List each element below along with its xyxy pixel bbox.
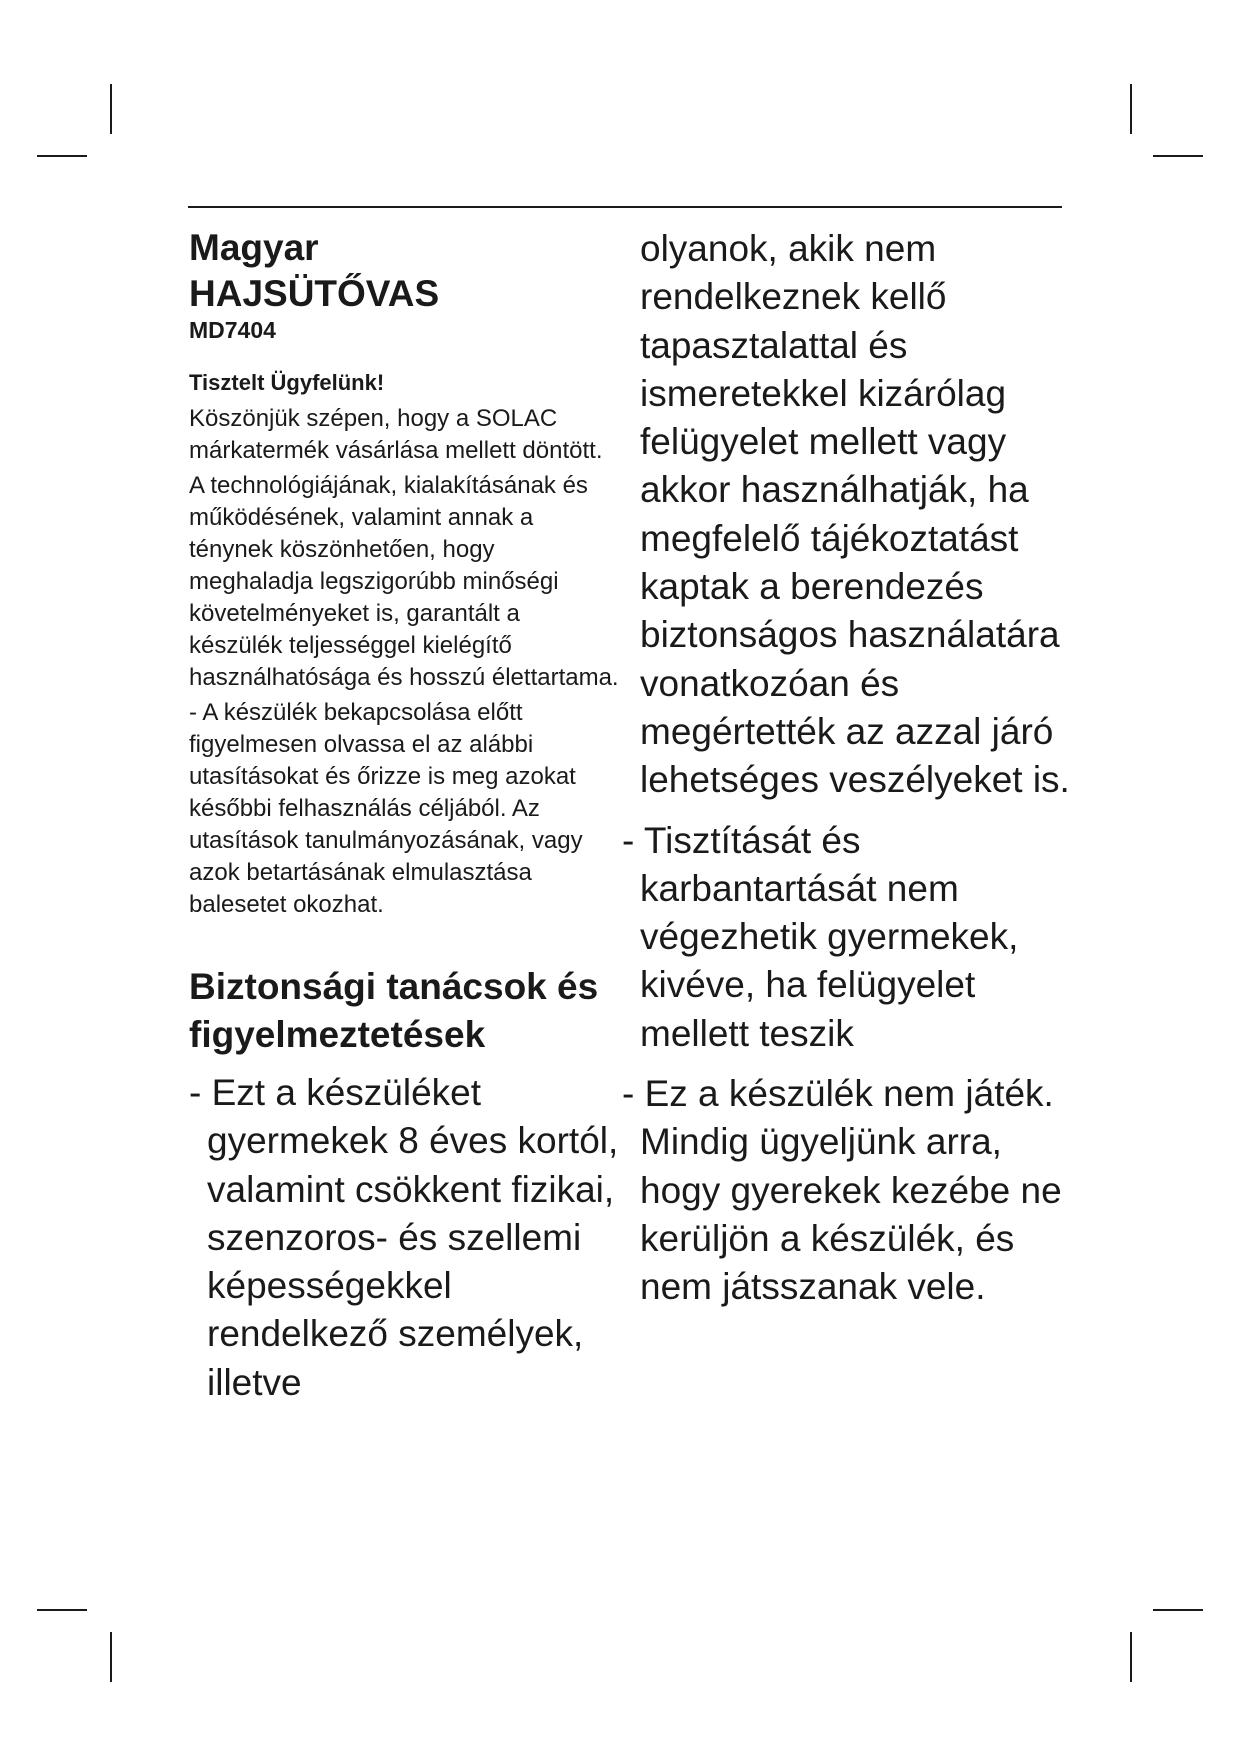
safety-list-left bbox=[189, 1069, 619, 1407]
language-title: Magyar bbox=[189, 227, 319, 268]
safety-list-right bbox=[622, 225, 1080, 1312]
crop-mark-top-left-vertical bbox=[110, 84, 112, 134]
left-column bbox=[189, 225, 619, 1419]
safety-item: - Tisztítását és karbantartását nem végezhetik gyermekek, kivéve, ha felügyelet mellett teszik bbox=[622, 819, 1019, 1054]
greeting: Tisztelt Ügyfelünk! bbox=[189, 370, 385, 395]
intro-paragraph: Köszönjük szépen, hogy a SOLAC márkatermék vásárlása mellett döntött. bbox=[189, 405, 603, 464]
section-title: Biztonsági tanácsok és figyelmeztetések bbox=[189, 966, 599, 1055]
crop-mark-bottom-right-horizontal bbox=[1153, 1609, 1203, 1611]
right-column bbox=[622, 225, 1080, 1324]
intro-text bbox=[189, 403, 619, 921]
safety-item: - Ezt a készüléket gyermekek 8 éves kortól, valamint csökkent fizikai, szenzoros- és szellemi képességekkel rendelkező személyek, illetve bbox=[189, 1072, 619, 1403]
crop-mark-top-right-vertical bbox=[1130, 84, 1132, 134]
crop-mark-bottom-left-horizontal bbox=[37, 1609, 87, 1611]
intro-paragraph: A technológiájának, kialakításának és működésének, valamint annak a ténynek köszönhetően, hogy meghaladja legszigorúbb minőségi követelményeket is, garantált a készülék teljességgel kielégítő használhatósága és hosszú élettartama. bbox=[189, 472, 619, 691]
crop-mark-top-left-horizontal bbox=[37, 155, 87, 157]
model-number: MD7404 bbox=[189, 317, 276, 343]
product-name: HAJSÜTŐVAS bbox=[189, 273, 440, 314]
intro-paragraph: - A készülék bekapcsolása előtt figyelmesen olvassa el az alábbi utasításokat és őrizze is meg azokat későbbi felhasználás céljából. Az utasítások tanulmányozásának, vagy azok betartásának elmulasztása balesetet okozhat. bbox=[189, 699, 583, 918]
header-rule bbox=[188, 206, 1062, 208]
crop-mark-top-right-horizontal bbox=[1153, 155, 1203, 157]
safety-item-continued: olyanok, akik nem rendelkeznek kellő tapasztalattal és ismeretekkel kizárólag felügyelet mellett vagy akkor használhatják, ha megfelelő tájékoztatást kaptak a berendezés biztonságos használatára vonatkozóan és megértették az azzal járó lehetséges veszélyeket is. bbox=[640, 228, 1070, 801]
crop-mark-bottom-left-vertical bbox=[110, 1632, 112, 1682]
crop-mark-bottom-right-vertical bbox=[1130, 1632, 1132, 1682]
safety-item: - Ez a készülék nem játék. Mindig ügyeljünk arra, hogy gyerekek kezébe ne kerüljön a készülék, és nem játsszanak vele. bbox=[622, 1073, 1062, 1308]
